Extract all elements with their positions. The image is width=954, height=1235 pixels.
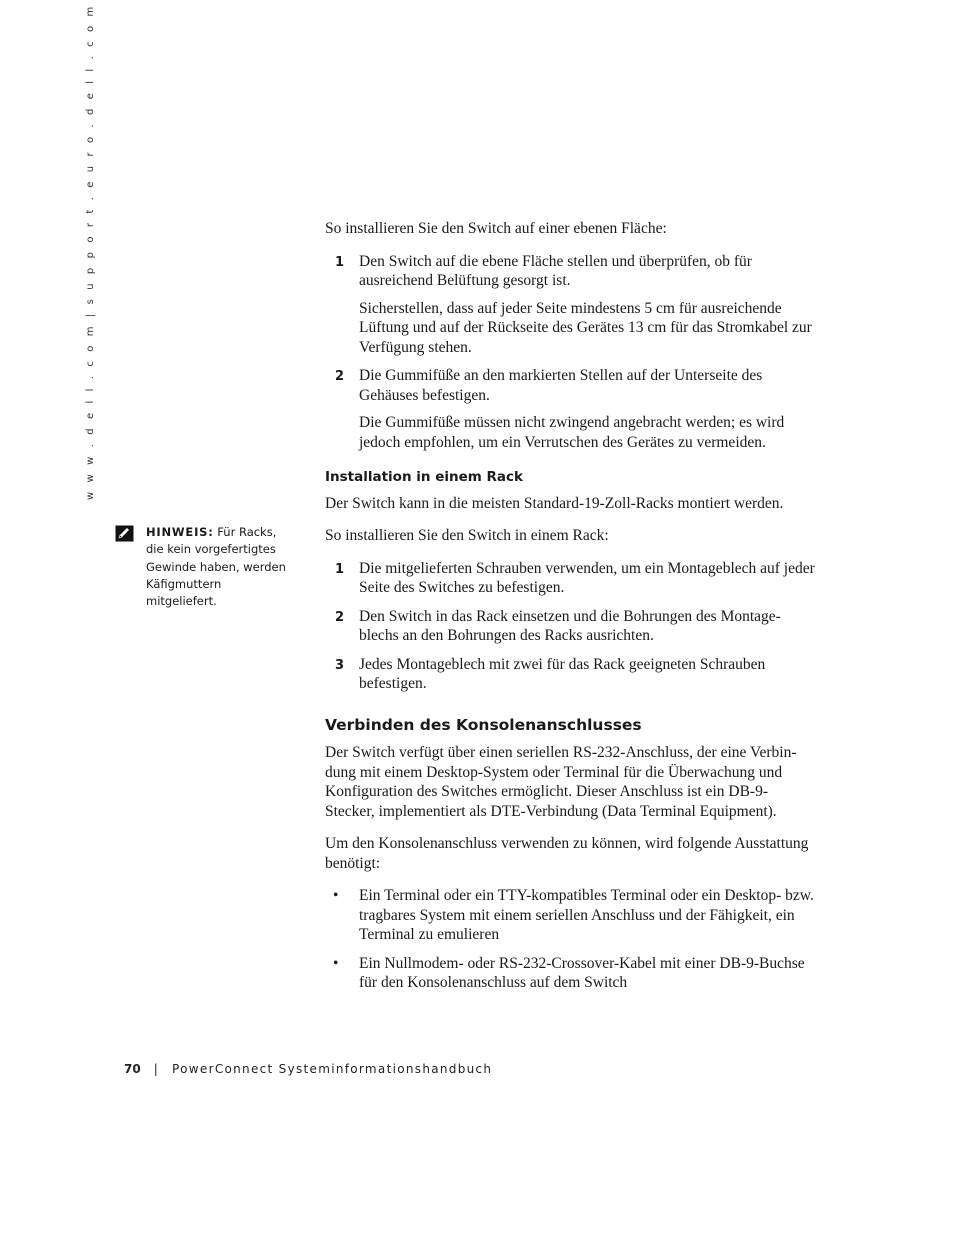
list-item — [325, 607, 815, 646]
step-text: Die Gummifüße an den markierten Stellen auf der Unterseite des Gehäuses befestigen. — [359, 367, 763, 404]
list-item — [325, 655, 815, 694]
step-text: Den Switch auf die ebene Fläche stellen und überprüfen, ob für ausreichend Belüftung gesorgt ist. — [359, 252, 752, 289]
footer-separator: | — [153, 1062, 160, 1076]
list-item — [325, 366, 815, 452]
section1-steps — [325, 252, 815, 453]
step-number: 3 — [335, 657, 345, 673]
footer-title: PowerConnect Systeminformationshandbuch — [172, 1062, 493, 1076]
bullet-icon: • — [333, 954, 339, 972]
note-text — [146, 524, 290, 610]
step-text: Den Switch in das Rack einsetzen und die Bohrungen des Montage-blechs an den Bohrungen des Racks ausrichten. — [359, 607, 781, 644]
list-item — [325, 886, 815, 945]
step-detail: Sicherstellen, dass auf jeder Seite mindestens 5 cm für ausreichende Lüftung und auf der Rückseite des Gerätes 13 cm für das Stromkabel zur Verfügung stehen. — [359, 299, 812, 356]
step-number: 1 — [335, 254, 345, 270]
step-text: Die mitgelieferten Schrauben verwenden, um ein Montageblech auf jeder Seite des Switches zu befestigen. — [359, 559, 815, 596]
section3-heading: Verbinden des Konsolenanschlusses — [325, 715, 642, 734]
note-pencil-icon — [115, 525, 134, 542]
section2-intro: So installieren Sie den Switch in einem Rack: — [325, 527, 609, 544]
step-detail: Die Gummifüße müssen nicht zwingend angebracht werden; es wird jedoch empfohlen, um ein Verrutschen des Gerätes zu vermeiden. — [359, 414, 785, 451]
section1-intro: So installieren Sie den Switch auf einer ebenen Fläche: — [325, 220, 667, 237]
note-body: Für Racks, die kein vorgefertigtes Gewinde haben, werden Käfigmuttern mitgeliefert. — [146, 525, 286, 609]
page-footer — [124, 1062, 492, 1076]
bullet-icon: • — [333, 887, 339, 904]
note-label: HINWEIS: — [146, 525, 214, 539]
section3-para2: Um den Konsolenanschluss verwenden zu können, wird folgende Ausstattung benötigt: — [325, 835, 809, 872]
step-number: 1 — [335, 561, 345, 577]
page-number: 70 — [124, 1062, 141, 1076]
main-content — [325, 219, 815, 1002]
section3-bullets — [325, 886, 815, 993]
step-number: 2 — [335, 369, 345, 384]
list-item — [325, 954, 815, 993]
step-text: Jedes Montageblech mit zwei für das Rack geeigneten Schrauben befestigen. — [359, 655, 766, 692]
step-number: 2 — [335, 609, 345, 625]
list-item — [325, 559, 815, 598]
bullet-text: Ein Nullmodem- oder RS-232-Crossover-Kabel mit einer DB-9-Buchse für den Konsolenanschluss auf dem Switch — [359, 954, 805, 991]
section3-para1: Der Switch verfügt über einen seriellen RS-232-Anschluss, der eine Verbin-dung mit einem Desktop-System oder Terminal für die Überwachung und Konfiguration des Switches ermöglicht. Dieser Anschluss ist ein DB-9-Stecker, implementiert als DTE-Verbindung (Data Terminal Equipment). — [325, 744, 797, 820]
note-box — [115, 524, 290, 610]
section2-para: Der Switch kann in die meisten Standard-19-Zoll-Racks montiert werden. — [325, 494, 784, 512]
list-item — [325, 252, 815, 358]
section2-steps — [325, 559, 815, 694]
sidebar-url-text: w w w . d e l l . c o m | s u p p o r t . e u r o . d e l l . c o m — [85, 3, 96, 500]
bullet-text: Ein Terminal oder ein TTY-kompatibles Terminal oder ein Desktop- bzw. tragbares System mit einem seriellen Anschluss und der Fähigkeit, ein Terminal zu emulieren — [359, 887, 814, 943]
sidebar-url — [84, 3, 100, 500]
section2-heading: Installation in einem Rack — [325, 469, 524, 485]
